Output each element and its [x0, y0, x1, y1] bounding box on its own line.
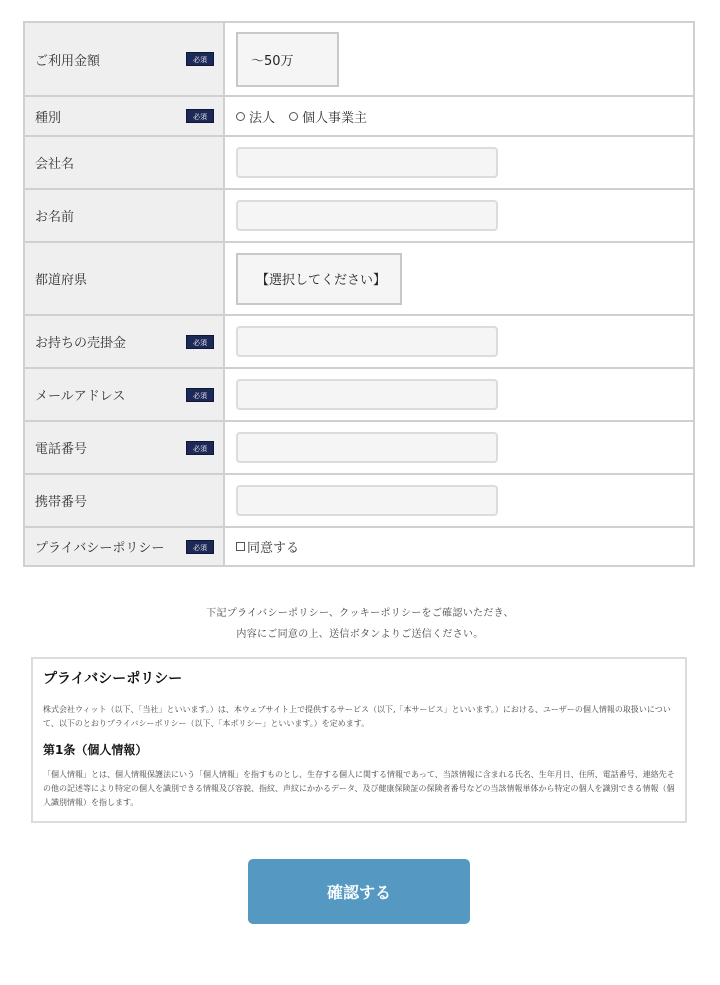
form-label-cell — [25, 422, 225, 473]
field-label-name: お名前 — [35, 210, 75, 225]
required-badge: 必須 — [186, 335, 214, 349]
required-badge: 必須 — [186, 109, 214, 123]
form-label-cell — [25, 475, 225, 526]
form-value-cell — [225, 137, 693, 188]
checkbox-label: 同意する — [247, 541, 300, 556]
form-label-cell — [25, 97, 225, 135]
form-row-receivables — [25, 316, 693, 369]
form-label-cell — [25, 316, 225, 367]
policy-article-1-title: 第1条（個人情報） — [43, 743, 148, 757]
form-row-privacy — [25, 528, 693, 565]
form-value-cell — [225, 316, 693, 367]
form-row-mobile — [25, 475, 693, 528]
form-row-phone — [25, 422, 693, 475]
notice-line-2: 内容にご同意の上、送信ボタンよりご送信ください。 — [236, 629, 484, 640]
type-radio-group — [236, 107, 367, 126]
form-label-cell — [25, 243, 225, 314]
form-row-company — [25, 137, 693, 190]
confirmation-notice — [0, 603, 720, 645]
checkbox-icon[interactable] — [236, 542, 245, 551]
required-badge: 必須 — [186, 388, 214, 402]
form-label-cell — [25, 369, 225, 420]
form-value-cell — [225, 369, 693, 420]
email-input[interactable] — [236, 379, 498, 410]
field-label-email: メールアドレス — [35, 389, 126, 404]
radio-corporation[interactable] — [236, 107, 275, 126]
mobile-input[interactable] — [236, 485, 498, 516]
name-input[interactable] — [236, 200, 498, 231]
form-row-amount — [25, 23, 693, 97]
field-label-phone: 電話番号 — [35, 442, 88, 457]
policy-title: プライバシーポリシー — [43, 671, 183, 687]
radio-circle-icon[interactable] — [236, 112, 245, 121]
form-value-cell — [225, 190, 693, 241]
required-badge: 必須 — [186, 52, 214, 66]
phone-input[interactable] — [236, 432, 498, 463]
form-value-cell — [225, 475, 693, 526]
form-value-cell — [225, 528, 693, 565]
field-label-type: 種別 — [35, 110, 62, 126]
form-row-prefecture — [25, 243, 693, 316]
radio-label: 個人事業主 — [302, 110, 368, 126]
field-label-amount: ご利用金額 — [35, 53, 101, 69]
field-label-privacy: プライバシーポリシー — [35, 541, 165, 556]
receivables-input[interactable] — [236, 326, 498, 357]
form-row-email — [25, 369, 693, 422]
field-label-prefecture: 都道府県 — [35, 273, 88, 288]
company-name-input[interactable] — [236, 147, 498, 178]
form-value-cell — [225, 23, 693, 95]
radio-circle-icon[interactable] — [289, 112, 298, 121]
field-label-company: 会社名 — [35, 157, 75, 172]
agree-checkbox[interactable] — [236, 537, 299, 556]
confirm-button[interactable]: 確認する — [248, 859, 470, 924]
privacy-policy-box[interactable] — [31, 657, 687, 823]
form-label-cell — [25, 528, 225, 565]
radio-label: 法人 — [249, 110, 276, 126]
required-badge: 必須 — [186, 441, 214, 455]
radio-sole-proprietor[interactable] — [289, 107, 367, 126]
form-label-cell — [25, 190, 225, 241]
form-value-cell — [225, 422, 693, 473]
required-badge: 必須 — [186, 540, 214, 554]
form-label-cell — [25, 23, 225, 95]
field-label-mobile: 携帯番号 — [35, 495, 88, 510]
amount-select[interactable]: 〜50万 — [236, 32, 339, 87]
form-row-name — [25, 190, 693, 243]
notice-line-1: 下記プライバシーポリシー、クッキーポリシーをご確認いただき、 — [206, 608, 514, 619]
form-label-cell — [25, 137, 225, 188]
policy-intro: 株式会社ウィット（以下、「当社」といいます。）は、本ウェブサイト上で提供するサービス（以下,「本サービス」といいます。）における、ユーザーの個人情報の取扱いについて、以下のとおりプライバシーポリシー（以下、「本ポリシー」といいます。）を定めます。 — [43, 705, 671, 728]
policy-article-1-text: 「個人情報」とは、個人情報保護法にいう「個人情報」を指すものとし、生存する個人に関する情報であって、当該情報に含まれる氏名、生年月日、住所、電話番号、連絡先その他の記述等により特定の個人を識別できる情報及び容貌、指紋、声紋にかかるデータ、及び健康保険証の保険者番号などの当該情報単体から特定の個人を識別できる情報（個人識別情報）を指します。 — [43, 770, 675, 807]
form-row-type — [25, 97, 693, 137]
form-table — [23, 21, 695, 567]
form-value-cell — [225, 243, 693, 314]
form-value-cell — [225, 97, 693, 135]
prefecture-select[interactable]: 【選択してください】 — [236, 253, 402, 305]
field-label-receivables: お持ちの売掛金 — [35, 336, 127, 351]
